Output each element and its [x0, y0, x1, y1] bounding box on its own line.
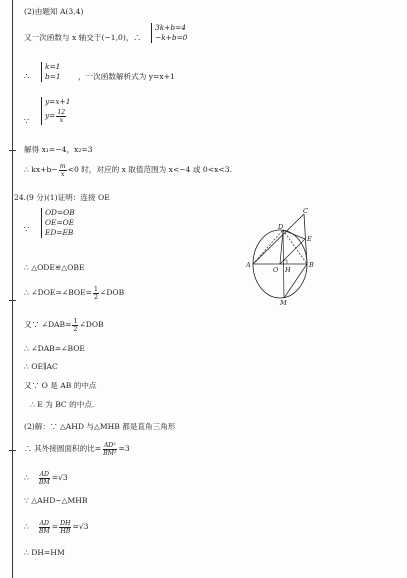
fraction: $\frac{12}{x}$	[57, 108, 66, 124]
line-angle-dab: 又∵ ∠DAB= $\frac{1}{2}$ ∠DOB	[24, 317, 104, 333]
equation: y= $\frac{12}{x}$	[45, 108, 66, 124]
line-given-point: (2)由题知 A(3,4)	[24, 7, 84, 16]
line-midpoint-e: ∴ E 为 BC 的中点.	[30, 400, 95, 409]
equation-system-k-b	[151, 23, 188, 43]
equation: OE=OE	[45, 218, 75, 227]
equation: OD=OB	[45, 208, 75, 217]
line-angle-equal: ∴ ∠DAB=∠BOE	[24, 344, 85, 353]
line-range-conclusion: ∴ kx+b− $\frac{m}{x}$ <0 时，对应的 x 取值范围为 x<−4 或 0<x<3.	[24, 162, 233, 178]
line-triangle-congruent: ∴ △ODE≌△OBE	[24, 263, 85, 272]
binding-margin-line	[12, 0, 13, 578]
congruence-conditions	[41, 208, 75, 238]
geometry-figure	[246, 208, 316, 306]
line-midpoint-o: 又∵ O 是 AB 的中点	[24, 381, 97, 390]
margin-tick	[9, 300, 16, 301]
line-dh-equals-hm: ∴ DH=HM	[24, 548, 65, 557]
line-intersect-axis: 又一次函数与 x 轴交于(−1,0)，∴	[24, 33, 142, 42]
fraction: $\frac{AD}{BM}$	[38, 519, 50, 535]
segment-de	[283, 230, 305, 239]
line-solutions: 解得 x₁=−4，x₂=3	[24, 145, 93, 154]
equation-system-intersection	[41, 97, 70, 125]
fraction: $\frac{1}{2}$	[94, 285, 98, 301]
because-symbol: ∵	[24, 225, 30, 234]
equation: k=1	[45, 62, 61, 71]
solution-system-k-b	[41, 62, 61, 82]
label-a: A	[246, 261, 251, 269]
line-parallel: ∴ OE∥AC	[24, 362, 58, 371]
equation: y=x+1	[45, 97, 71, 106]
fraction: $\frac{m}{x}$	[59, 162, 66, 178]
label-m: M	[280, 299, 287, 306]
label-b: B	[309, 261, 314, 269]
line-part2-right-triangles: (2)解：∵ △AHD 与△MHB 都是直角三角形	[24, 422, 176, 431]
line-similar-triangles: ∵ △AHD∽△MHB	[24, 496, 88, 505]
label-e: E	[307, 235, 312, 243]
line-side-ratio: ∴ $\frac{AD}{BM}$ =√3	[24, 470, 68, 486]
equation: −k+b=0	[155, 33, 188, 42]
question-24-heading: 24.(9 分)(1)证明：连接 OE	[14, 193, 110, 202]
equation: b=1	[45, 72, 61, 81]
label-c: C	[303, 208, 308, 215]
fraction: $\frac{AD}{BM}$	[38, 470, 50, 486]
fraction: $\frac{DH}{HB}$	[60, 519, 71, 535]
line-linear-function: ，一次函数解析式为 y=x+1	[78, 72, 175, 81]
segment-ac	[253, 214, 304, 264]
equation: ED=EB	[45, 228, 74, 237]
right-angle-mark	[284, 260, 288, 264]
equation: 3k+b=4	[155, 23, 186, 32]
fraction: $\frac{1}{2}$	[73, 317, 78, 333]
because-symbol: ∵	[24, 117, 30, 126]
label-o: O	[273, 266, 279, 274]
line-area-ratio: ∴ 其外接圆面积的比= $\frac{\text{AD²}}{\text{BM²}}$ =3	[24, 441, 130, 457]
line-angle-doe: ∴ ∠DOE=∠BOE= $\frac{1}{2}$ ∠DOB	[24, 285, 125, 301]
segment-od	[280, 230, 283, 264]
fraction: $\frac{\text{AD²}}{\text{BM²}}$	[103, 441, 117, 457]
segment-dm	[283, 230, 284, 298]
margin-tick	[9, 450, 16, 451]
margin-tick	[9, 150, 16, 151]
segment-ad	[253, 230, 283, 264]
label-h: H	[285, 266, 291, 274]
label-d: D	[278, 223, 284, 231]
line-proportion: ∴ $\frac{AD}{BM}$ = $\frac{DH}{HB}$ =√3	[24, 519, 89, 535]
therefore-symbol: ∴	[24, 72, 30, 81]
